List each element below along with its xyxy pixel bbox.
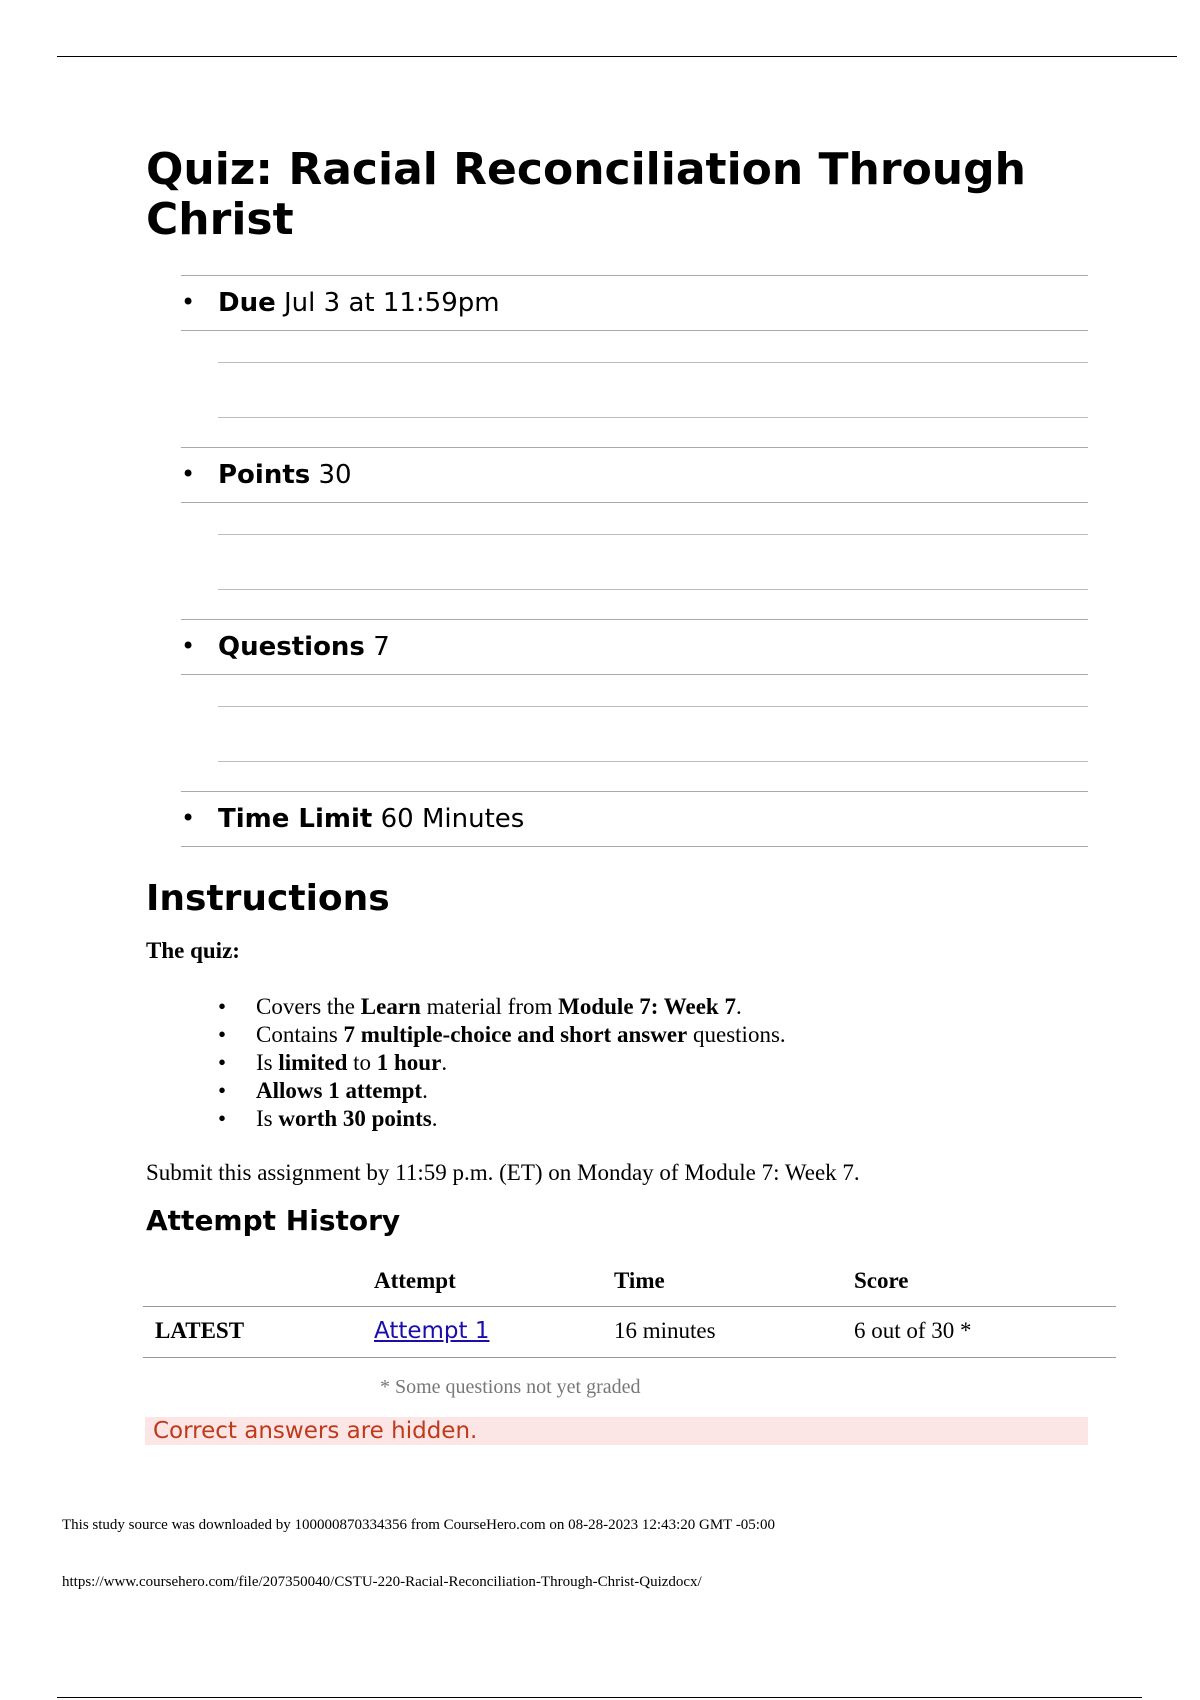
- column-header: Attempt: [374, 1268, 456, 1293]
- bullet-icon: •: [218, 1106, 227, 1131]
- bullet-icon: •: [181, 288, 196, 316]
- attempt-link[interactable]: Attempt 1: [374, 1318, 490, 1344]
- detail-item: [181, 275, 1088, 331]
- detail-item: [181, 791, 1088, 847]
- detail-value: Jul 3 at 11:59pm: [284, 288, 500, 318]
- detail-label: Questions: [218, 632, 365, 662]
- source-footer-line: This study source was downloaded by 100000870334356 from CourseHero.com on 08-28-2023 12:43:20 GMT -05:00: [62, 1517, 775, 1533]
- detail-questions: [181, 619, 1088, 791]
- attempt-history-heading: Attempt History: [146, 1204, 401, 1237]
- list-item: • Covers the Learn material from Module 7: Week 7.: [218, 994, 742, 1019]
- detail-value: 30: [318, 460, 352, 490]
- column-header: Score: [854, 1268, 909, 1293]
- attempt-score: 6 out of 30 *: [854, 1318, 972, 1343]
- page-title: Quiz: Racial Reconciliation Through Christ: [146, 144, 1026, 245]
- list-item: • Contains 7 multiple-choice and short answer questions.: [218, 1022, 786, 1047]
- submit-note: Submit this assignment by 11:59 p.m. (ET) on Monday of Module 7: Week 7.: [146, 1160, 860, 1185]
- list-item: • Is limited to 1 hour.: [218, 1050, 448, 1075]
- attempt-history-table: [143, 1258, 1116, 1358]
- divider: [218, 589, 1088, 590]
- detail-value: 7: [373, 632, 390, 662]
- instructions-intro: The quiz:: [146, 938, 240, 963]
- column-header: Time: [614, 1268, 665, 1293]
- table-row: [143, 1307, 1116, 1358]
- divider: [218, 761, 1088, 762]
- bullet-icon: •: [218, 1078, 227, 1103]
- list-item: • Is worth 30 points.: [218, 1106, 438, 1131]
- divider: [218, 706, 1088, 707]
- quiz-details-list: [181, 275, 1088, 847]
- detail-item: [181, 447, 1088, 503]
- detail-value: 60 Minutes: [380, 804, 525, 834]
- source-footer-url: https://www.coursehero.com/file/207350040/CSTU-220-Racial-Reconciliation-Through-Christ-Quizdocx/: [62, 1574, 702, 1590]
- bullet-icon: •: [218, 994, 227, 1019]
- hidden-answers-notice: [145, 1417, 1088, 1445]
- notice-text: Correct answers are hidden.: [153, 1418, 478, 1444]
- attempt-time: 16 minutes: [614, 1318, 716, 1343]
- bullet-icon: •: [181, 632, 196, 660]
- detail-label: Due: [218, 288, 276, 318]
- detail-label: Time Limit: [218, 804, 373, 834]
- detail-time-limit: [181, 791, 1088, 847]
- list-item: • Allows 1 attempt.: [218, 1078, 428, 1103]
- divider: [218, 534, 1088, 535]
- instructions-heading: Instructions: [146, 878, 390, 919]
- bullet-icon: •: [218, 1050, 227, 1075]
- bullet-icon: •: [218, 1022, 227, 1047]
- bottom-divider: [57, 1697, 1142, 1698]
- detail-due: [181, 275, 1088, 447]
- instructions-list: [212, 993, 786, 1133]
- divider: [218, 362, 1088, 363]
- bullet-icon: •: [181, 804, 196, 832]
- attempt-status: LATEST: [155, 1318, 245, 1343]
- detail-points: [181, 447, 1088, 619]
- table-header-row: [143, 1258, 1116, 1307]
- top-divider: [57, 56, 1177, 57]
- divider: [218, 417, 1088, 418]
- detail-label: Points: [218, 460, 311, 490]
- bullet-icon: •: [181, 460, 196, 488]
- grading-footnote: * Some questions not yet graded: [380, 1376, 641, 1398]
- detail-item: [181, 619, 1088, 675]
